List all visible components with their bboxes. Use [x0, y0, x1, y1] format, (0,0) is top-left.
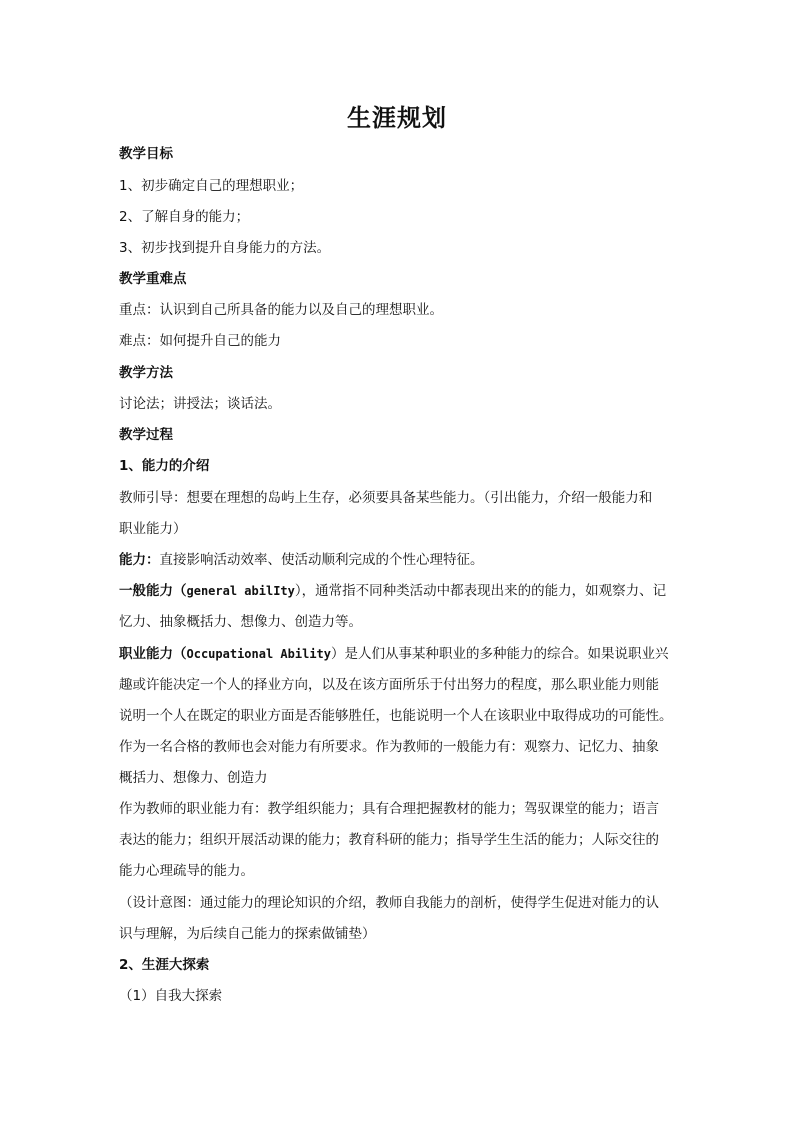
paragraph-line: 概括力、想像力、创造力	[119, 770, 268, 786]
section-1-heading: 1、能力的介绍	[119, 458, 210, 474]
methods-text: 讨论法；讲授法；谈话法。	[119, 396, 281, 412]
subsection-heading: （1）自我大探索	[119, 988, 223, 1004]
objective-item: 2、了解自身的能力；	[119, 209, 250, 225]
methods-heading: 教学方法	[119, 365, 173, 381]
paragraph-line: 职业能力）	[119, 521, 187, 537]
paragraph-line: 说明一个人在既定的职业方面是否能够胜任，也能说明一个人在该职业中取得成功的可能性。	[119, 708, 673, 724]
paragraph-line: 趣或许能决定一个人的择业方向，以及在该方面所乐于付出努力的程度，那么职业能力则能	[119, 677, 659, 693]
document-title: 生涯规划	[347, 104, 447, 132]
paragraph-line: 作为一名合格的教师也会对能力有所要求。作为教师的一般能力有：观察力、记忆力、抽象	[119, 739, 659, 755]
general-ability-definition	[119, 580, 689, 602]
ability-label: 能力：	[119, 552, 160, 568]
general-ability-label: 一般能力（	[119, 583, 187, 599]
paragraph-line: 表达的能力；组织开展活动课的能力；教育科研的能力；指导学生生活的能力；人际交往的	[119, 832, 659, 848]
paragraph-line: 能力心理疏导的能力。	[119, 863, 254, 879]
hard-point-text: 难点：如何提升自己的能力	[119, 333, 281, 349]
paragraph-line: （设计意图：通过能力的理论知识的介绍，教师自我能力的剖析，使得学生促进对能力的认	[119, 895, 659, 911]
occupational-ability-text: ）是人们从事某种职业的多种能力的综合。如果说职业兴	[331, 646, 669, 662]
paragraph-line: 识与理解，为后续自己能力的探索做铺垫）	[119, 926, 376, 942]
key-point-text: 重点：认识到自己所具备的能力以及自己的理想职业。	[119, 302, 443, 318]
general-ability-text: ），通常指不同种类活动中都表现出来的的能力，如观察力、记	[294, 583, 667, 599]
ability-definition	[119, 549, 689, 571]
objectives-heading: 教学目标	[119, 146, 173, 162]
paragraph-line: 作为教师的职业能力有：教学组织能力；具有合理把握教材的能力；驾驭课堂的能力；语言	[119, 801, 659, 817]
occupational-ability-en: Occupational Ability	[186, 647, 331, 661]
section-2-heading: 2、生涯大探索	[119, 957, 210, 973]
ability-definition-text: 直接影响活动效率、使活动顺利完成的个性心理特征。	[159, 552, 484, 568]
paragraph-line: 忆力、抽象概括力、想像力、创造力等。	[119, 614, 362, 630]
occupational-ability-label: 职业能力（	[119, 646, 187, 662]
paragraph-line: 教师引导：想要在理想的岛屿上生存，必须要具备某些能力。（引出能力，介绍一般能力和	[119, 490, 653, 506]
occupational-ability-definition	[119, 643, 689, 665]
objective-item: 1、初步确定自己的理想职业；	[119, 178, 304, 194]
difficulties-heading: 教学重难点	[119, 271, 187, 287]
general-ability-en: general abilIty	[186, 584, 295, 598]
process-heading: 教学过程	[119, 427, 173, 443]
objective-item: 3、初步找到提升自身能力的方法。	[119, 240, 331, 256]
